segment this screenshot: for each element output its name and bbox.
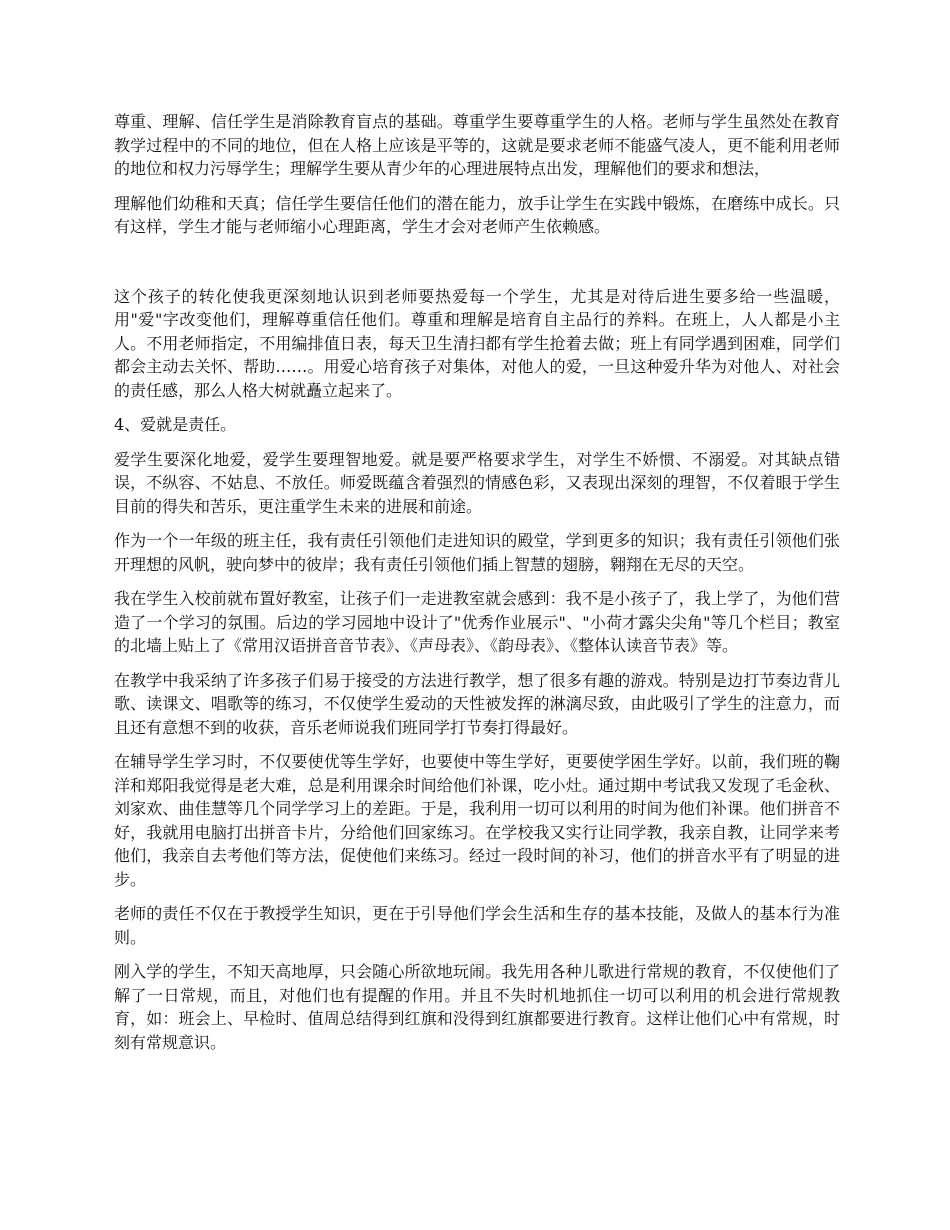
paragraph: 爱学生要深化地爱，爱学生要理智地爱。就是要严格要求学生，对学生不娇惯、不溺爱。对其缺点错误，不纵容、不姑息、不放任。师爱既蕴含着强烈的情感色彩，又表现出深刻的理智，不仅着眼于学生目前的得失和苦乐，更注重学生未来的进展和前途。 — [114, 449, 840, 516]
paragraph: 在辅导学生学习时，不仅要使优等生学好，也要使中等生学好，更要使学困生学好。以前，我们班的鞠洋和郑阳我觉得是老大难，总是利用课余时间给他们补课，吃小灶。通过期中考试我又发现了毛金秋、刘家欢、曲佳慧等几个同学学习上的差距。于是，我利用一切可以利用的时间为他们补课。他们拼音不好，我就用电脑打出拼音卡片，分给他们回家练习。在学校我又实行让同学教，我亲自教，让同学来考他们，我亲自去考他们等方法，促使他们来练习。经过一段时间的补习，他们的拼音水平有了明显的进步。 — [114, 752, 840, 889]
paragraph: 老师的责任不仅在于教授学生知识，更在于引导他们学会生活和生存的基本技能，及做人的基本行为准则。 — [114, 904, 840, 947]
document-body — [114, 110, 840, 1065]
paragraph: 作为一个一年级的班主任，我有责任引领他们走进知识的殿堂，学到更多的知识；我有责任引领他们张开理想的风帆，驶向梦中的彼岸；我有责任引领他们插上智慧的翅膀，翱翔在无尽的天空。 — [114, 531, 840, 574]
paragraph: 在教学中我采纳了许多孩子们易于接受的方法进行教学，想了很多有趣的游戏。特别是边打节奏边背儿歌、读课文、唱歌等的练习，不仅使学生爱动的天性被发挥的淋漓尽致，由此吸引了学生的注意力，而且还有意想不到的收获，音乐老师说我们班同学打节奏打得最好。 — [114, 670, 840, 737]
paragraph: 刚入学的学生，不知天高地厚，只会随心所欲地玩闹。我先用各种儿歌进行常规的教育，不仅使他们了解了一日常规，而且，对他们也有提醒的作用。并且不失时机地抓住一切可以利用的机会进行常规教育，如：班会上、早检时、值周总结得到红旗和没得到红旗都要进行教育。这样让他们心中有常规，时刻有常规意识。 — [114, 962, 840, 1052]
paragraph: 这个孩子的转化使我更深刻地认识到老师要热爱每一个学生，尤其是对待后进生要多给一些温暖，用"爱"字改变他们，理解尊重信任他们。尊重和理解是培育自主品行的养料。在班上，人人都是小主人。不用老师指定，不用编排值日表，每天卫生清扫都有学生抢着去做；班上有同学遇到困难，同学们都会主动去关怀、帮助……。用爱心培育孩子对集体，对他人的爱，一旦这种爱升华为对他人、对社会的责任感，那么人格大树就矗立起来了。 — [114, 286, 840, 400]
section-heading: 4、爱就是责任。 — [114, 415, 237, 434]
paragraph: 尊重、理解、信任学生是消除教育盲点的基础。尊重学生要尊重学生的人格。老师与学生虽然处在教育教学过程中的不同的地位，但在人格上应该是平等的，这就是要求老师不能盛气凌人，更不能利用老师的地位和权力污辱学生；理解学生要从青少年的心理进展特点出发，理解他们的要求和想法， — [114, 112, 840, 178]
paragraph: 我在学生入校前就布置好教室，让孩子们一走进教室就会感到：我不是小孩子了，我上学了，为他们营造了一个学习的氛围。后边的学习园地中设计了"优秀作业展示"、"小荷才露尖尖角"等几个栏目；教室的北墙上贴上了《常用汉语拼音音节表》、《声母表》、《韵母表》、《整体认读音节表》等。 — [114, 589, 840, 655]
paragraph: 理解他们幼稚和天真；信任学生要信任他们的潜在能力，放手让学生在实践中锻炼，在磨练中成长。只有这样，学生才能与老师缩小心理距离，学生才会对老师产生依赖感。 — [114, 193, 840, 236]
